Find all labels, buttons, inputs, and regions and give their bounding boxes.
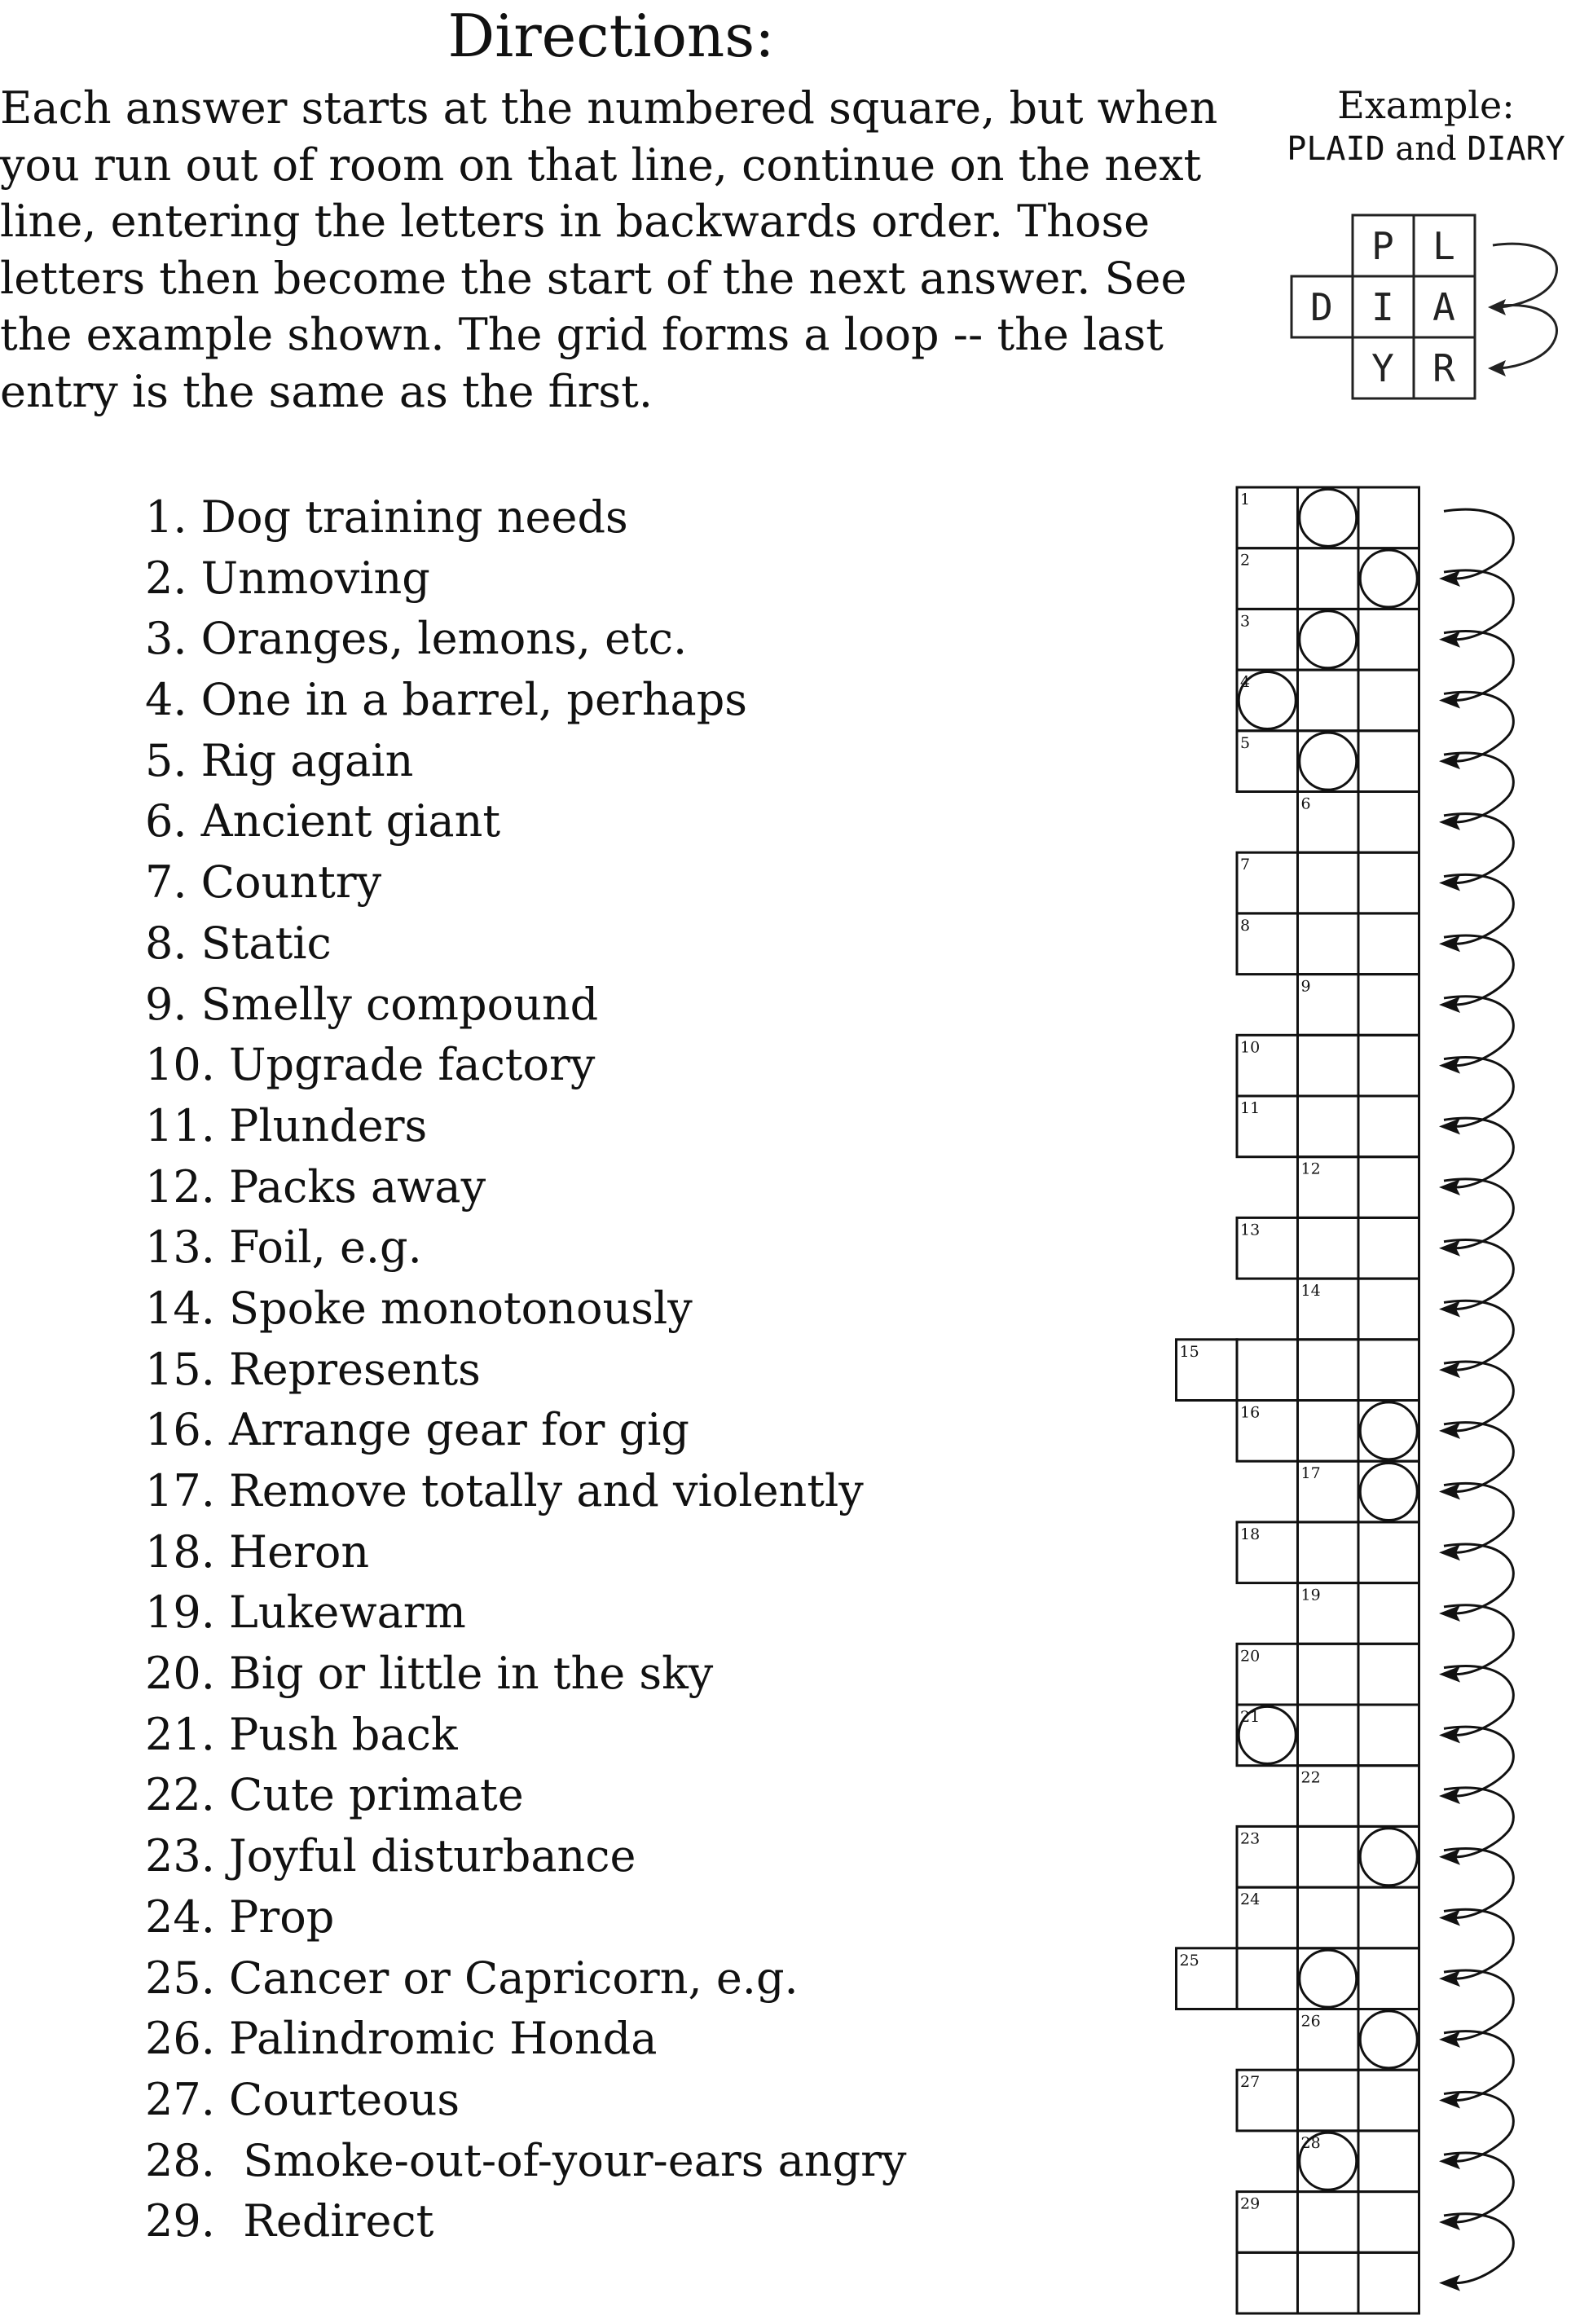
grid-cell-number: 6 [1300,794,1311,813]
grid-cell [1358,670,1419,731]
example-letter: A [1432,285,1455,329]
clue-27: 27. Courteous [145,2073,460,2125]
grid-cell-number: 26 [1300,2012,1321,2031]
directions-line: line, entering the letters in backwards order. Those [0,196,1151,247]
grid-cell [1358,1766,1419,1827]
clue-12: 12. Packs away [145,1160,486,1213]
grid-cell [1358,2192,1419,2253]
clue-15: 15. Represents [145,1343,481,1395]
clue-3: 3. Oranges, lemons, etc. [145,613,688,665]
grid-cell [1358,1948,1419,2009]
grid-cell-number: 17 [1300,1464,1321,1483]
example-letter: P [1371,224,1394,268]
clue-19: 19. Lukewarm [145,1587,466,1639]
example-letter: L [1432,224,1455,268]
grid-cell [1298,1401,1359,1462]
grid-cell-number: 7 [1240,856,1251,874]
grid-cell [1298,913,1359,975]
clue-2: 2. Unmoving [145,552,430,604]
clue-7: 7. Country [145,856,382,909]
grid-cell-number: 2 [1240,551,1251,570]
grid-cell [1358,2009,1419,2071]
example-and: and [1395,130,1457,168]
grid-cell [1358,792,1419,853]
grid-cell [1237,2252,1298,2313]
grid-cell-number: 11 [1240,1099,1261,1117]
grid-cell [1298,2192,1359,2253]
clue-10: 10. Upgrade factory [145,1039,596,1091]
grid-cell [1358,1217,1419,1279]
grid-cell [1358,913,1419,975]
grid-circle [1300,489,1357,546]
clue-4: 4. One in a barrel, perhaps [145,674,747,726]
grid-cell [1358,975,1419,1036]
grid-cell [1298,1887,1359,1948]
grid-cell [1358,2070,1419,2131]
loop-arrow [1444,509,1513,579]
grid-cell [1358,1583,1419,1644]
grid-cell [1358,1461,1419,1522]
grid-cell-number: 18 [1240,1525,1261,1543]
grid-cell [1298,1340,1359,1401]
grid-cell [1298,1705,1359,1766]
grid-cell [1298,1522,1359,1583]
grid-cell-number: 8 [1240,916,1251,935]
grid-arrows [1444,509,1513,2282]
grid-cell [1358,1826,1419,1887]
grid-cell-number: 28 [1300,2133,1321,2152]
grid-cell-number: 16 [1240,1403,1261,1422]
grid-cell [1358,2252,1419,2313]
grid-cell-number: 4 [1240,673,1251,692]
clue-24: 24. Prop [145,1890,335,1943]
directions-line: the example shown. The grid forms a loop -- the last [0,309,1164,360]
directions-line: entry is the same as the first. [0,365,653,417]
example-word-2: DIARY [1467,130,1565,168]
grid-cell-number: 23 [1240,1829,1261,1848]
grid-cell [1358,487,1419,548]
grid-cell [1298,1217,1359,1279]
grid-cell [1298,2070,1359,2131]
grid-cells [1177,487,1419,2313]
clue-28: 28. Smoke-out-of-your-ears angry [145,2134,907,2186]
grid-cell [1358,1340,1419,1401]
grid-circle [1360,1402,1417,1459]
clue-5: 5. Rig again [145,734,414,786]
example-letter: Y [1371,346,1394,390]
grid-cell [1358,1705,1419,1766]
grid-cell [1358,1035,1419,1096]
grid-circle [1360,550,1417,607]
grid-cell-number: 21 [1240,1708,1261,1726]
grid-cell-number: 13 [1240,1221,1261,1239]
grid-cell [1358,1279,1419,1340]
grid-cell-number: 15 [1179,1342,1199,1361]
grid-cell-number: 20 [1240,1647,1261,1666]
grid-cell [1298,1096,1359,1157]
clue-18: 18. Heron [145,1525,370,1578]
grid-circle [1360,1464,1417,1521]
clue-20: 20. Big or little in the sky [145,1648,714,1700]
grid-cell [1358,548,1419,610]
grid-cell [1298,1948,1359,2009]
directions-line: you run out of room on that line, continue on the next [0,139,1202,191]
example-letter: I [1371,285,1394,329]
grid-numbers [1180,491,1321,2213]
clue-25: 25. Cancer or Capricorn, e.g. [145,1952,799,2004]
grid-cell [1358,1096,1419,1157]
clue-23: 23. Joyful disturbance [145,1830,636,1882]
grid-cell [1358,1401,1419,1462]
clue-21: 21. Push back [145,1708,458,1760]
grid-cell [1237,1340,1298,1401]
grid-cell [1358,852,1419,913]
grid-cell [1298,1035,1359,1096]
grid-cell-number: 29 [1240,2194,1261,2213]
clue-6: 6. Ancient giant [145,795,501,847]
clue-1: 1. Dog training needs [145,491,628,543]
clue-8: 8. Static [145,917,332,969]
directions-line: Each answer starts at the numbered square, but when [0,82,1218,134]
clue-13: 13. Foil, e.g. [145,1221,422,1274]
clue-16: 16. Arrange gear for gig [145,1404,689,1456]
grid-cell [1358,1644,1419,1705]
grid-cell [1237,1948,1298,2009]
grid-cell [1298,1644,1359,1705]
grid-cell [1358,1887,1419,1948]
directions-line: letters then become the start of the next answer. See [0,252,1187,304]
grid-cell-number: 25 [1179,1951,1199,1970]
example-letter: R [1432,346,1455,390]
clue-17: 17. Remove totally and violently [145,1465,864,1516]
grid-cell [1358,731,1419,792]
grid-cell-number: 19 [1300,1586,1321,1604]
grid-cell [1298,2252,1359,2313]
grid-cell [1298,1826,1359,1887]
clue-26: 26. Palindromic Honda [145,2013,658,2065]
grid-cell [1298,670,1359,731]
grid-cell [1298,487,1359,548]
grid-cell-number: 22 [1300,1768,1321,1787]
clue-9: 9. Smelly compound [145,978,599,1030]
grid-cell-number: 24 [1240,1890,1261,1909]
page-title: Directions: [447,2,775,70]
clue-22: 22. Cute primate [145,1769,524,1821]
grid-cell [1298,731,1359,792]
grid-cell-number: 10 [1240,1038,1261,1057]
example-label: Example: [1337,83,1515,127]
example-word-1: PLAID [1287,130,1385,168]
grid-cell [1358,1522,1419,1583]
grid-cell [1298,609,1359,670]
grid-circle [1300,733,1357,790]
grid-circle [1300,1950,1357,2007]
grid-circle [1360,1829,1417,1886]
grid-cell-number: 5 [1240,733,1251,752]
grid-cell-number: 3 [1240,612,1251,631]
grid-cell [1358,2131,1419,2192]
grid-cell [1358,1157,1419,1218]
clue-11: 11. Plunders [145,1099,428,1151]
grid-cell-number: 27 [1240,2073,1261,2092]
example-letter: D [1310,285,1333,329]
grid-circle [1300,611,1357,668]
grid-circle [1360,2011,1417,2068]
clue-14: 14. Spoke monotonously [145,1282,693,1334]
grid-cell-number: 9 [1300,977,1311,996]
grid-cell [1298,852,1359,913]
clue-29: 29. Redirect [145,2195,434,2247]
grid-cell [1358,609,1419,670]
grid-cell-number: 1 [1240,491,1251,508]
grid-cell-number: 14 [1300,1282,1321,1301]
grid-cell-number: 12 [1300,1160,1321,1178]
grid-cell [1298,548,1359,610]
